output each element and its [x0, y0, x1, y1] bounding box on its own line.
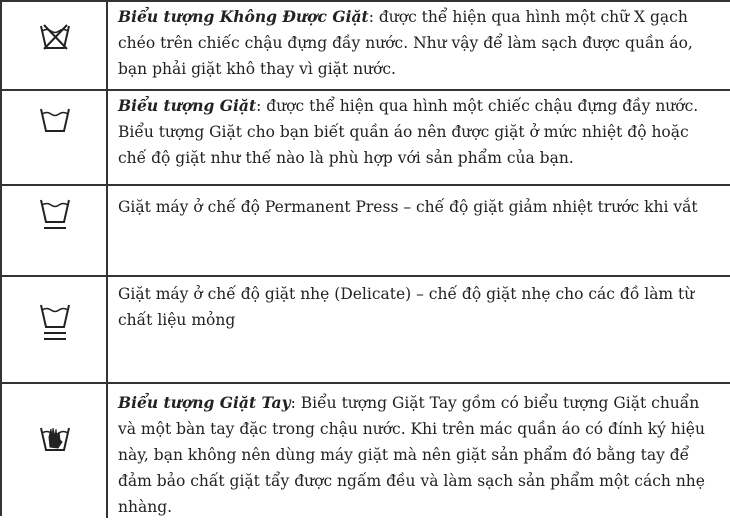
symbol-description: Giặt máy ở chế độ giặt nhẹ (Delicate) – chế độ giặt nhẹ cho các đồ làm từ chất liệu mỏng — [118, 285, 695, 329]
description-cell — [118, 4, 718, 82]
symbol-description: : Biểu tượng Giặt Tay gồm có biểu tượng Giặt chuẩn và một bàn tay đặc trong chậu nước. Khi trên mác quần áo có đính ký hiệu này, bạn không nên dùng máy giặt mà nên giặt sản phẩm đó bằng tay để đảm bảo chất giặt tẩy được ngấm đều và làm sạch sản phẩm một cách nhẹ nhàng. — [118, 394, 705, 516]
table-row — [2, 384, 730, 518]
icon-cell — [2, 277, 108, 382]
table-row — [2, 186, 730, 277]
hand-wash-icon — [38, 422, 72, 456]
symbol-description: : được thể hiện qua hình một chữ X gạch chéo trên chiếc chậu đựng đầy nước. Như vậy để làm sạch được quần áo, bạn phải giặt khô thay vì giặt nước. — [118, 8, 693, 78]
table-row — [2, 91, 730, 186]
description-cell — [118, 194, 718, 220]
icon-cell — [2, 384, 108, 518]
wash-tub-icon — [38, 103, 72, 137]
table-row — [2, 277, 730, 384]
do-not-wash-icon — [38, 20, 72, 54]
table-row — [2, 2, 730, 91]
icon-cell — [2, 186, 108, 275]
symbol-term: Biểu tượng Giặt Tay — [118, 393, 291, 412]
symbol-description: Giặt máy ở chế độ Permanent Press – chế độ giặt giảm nhiệt trước khi vắt — [118, 198, 698, 216]
description-cell — [118, 281, 718, 333]
description-cell — [118, 93, 718, 171]
symbol-description: : được thể hiện qua hình một chiếc chậu đựng đầy nước. Biểu tượng Giặt cho bạn biết quần áo nên được giặt ở mức nhiệt độ hoặc chế độ giặt như thế nào là phù hợp với sản phẩm của bạn. — [118, 97, 699, 167]
icon-cell — [2, 2, 108, 89]
icon-cell — [2, 91, 108, 184]
permanent-press-icon — [38, 194, 72, 234]
symbol-term: Biểu tượng Giặt — [118, 96, 257, 115]
symbol-term: Biểu tượng Không Được Giặt — [118, 7, 369, 26]
delicate-wash-icon — [38, 299, 72, 345]
description-cell — [118, 390, 718, 520]
